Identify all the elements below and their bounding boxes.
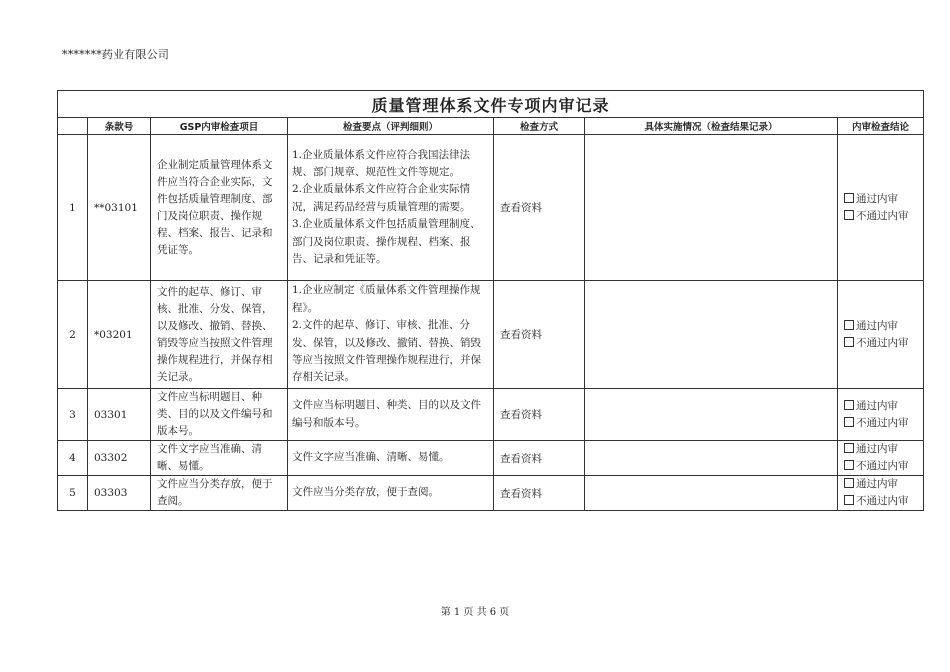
checkbox-icon[interactable] — [844, 460, 854, 470]
table-row — [58, 441, 924, 476]
check-point: 2.企业质量体系文件应符合企业实际情况，满足药品经营与质量管理的需要。 — [292, 183, 471, 213]
row-number: 5 — [58, 476, 88, 511]
fail-option[interactable] — [844, 493, 923, 510]
gsp-audit-item: 文件应当标明题目、种类、目的以及文件编号和版本号。 — [151, 389, 288, 441]
implementation-record — [585, 389, 838, 441]
audit-conclusion — [838, 281, 924, 389]
pass-label: 通过内审 — [856, 443, 898, 455]
checkbox-icon[interactable] — [844, 443, 854, 453]
row-number: 1 — [58, 135, 88, 281]
check-point: 3.企业质量体系文件包括质量管理制度、部门及岗位职责、操作规程、档案、报告、记录和凭证等。 — [292, 218, 481, 266]
pass-option[interactable] — [844, 441, 923, 458]
header-points: 检查要点（评判细则） — [288, 118, 494, 135]
page-footer: 第 1 页 共 6 页 — [440, 607, 510, 618]
implementation-record — [585, 441, 838, 476]
header-method: 检查方式 — [494, 118, 585, 135]
gsp-audit-item: 文件文字应当准确、清晰、易懂。 — [151, 441, 288, 476]
table-row — [58, 476, 924, 511]
check-method: 查看资料 — [494, 389, 585, 441]
check-points — [288, 389, 494, 441]
pass-option[interactable] — [844, 191, 923, 208]
audit-conclusion — [838, 389, 924, 441]
pass-option[interactable] — [844, 398, 923, 415]
implementation-record — [585, 281, 838, 389]
clause-number: 03302 — [88, 441, 151, 476]
table-row — [58, 135, 924, 281]
check-point: 1.企业质量体系文件应符合我国法律法规、部门规章、规范性文件等规定。 — [292, 148, 471, 178]
fail-option[interactable] — [844, 458, 923, 475]
header-num — [58, 118, 88, 135]
check-points — [288, 281, 494, 389]
check-points — [288, 476, 494, 511]
pass-label: 通过内审 — [856, 478, 898, 490]
fail-label: 不通过内审 — [856, 209, 909, 222]
pass-option[interactable] — [844, 476, 923, 493]
checkbox-icon[interactable] — [844, 417, 854, 427]
check-points — [288, 135, 494, 281]
gsp-audit-item: 文件的起草、修订、审核、批准、分发、保管，以及修改、撤销、替换、销毁等应当按照文件管理操作规程进行，并保存相关记录。 — [151, 281, 288, 389]
audit-record-table — [57, 90, 924, 511]
audit-conclusion — [838, 135, 924, 281]
check-method: 查看资料 — [494, 476, 585, 511]
check-point: 2.文件的起草、修订、审核、批准、分发、保管，以及修改、撤销、替换、销毁等应当按照文件管理操作规程进行，并保存相关记录。 — [292, 319, 481, 384]
fail-label: 不通过内审 — [856, 495, 909, 507]
clause-number: *03201 — [88, 281, 151, 389]
checkbox-icon[interactable] — [844, 320, 854, 330]
clause-number: 03303 — [88, 476, 151, 511]
checkbox-icon[interactable] — [844, 193, 854, 203]
implementation-record — [585, 476, 838, 511]
fail-option[interactable] — [844, 415, 923, 432]
checkbox-icon[interactable] — [844, 400, 854, 410]
row-number: 2 — [58, 281, 88, 389]
fail-option[interactable] — [844, 335, 923, 352]
checkbox-icon[interactable] — [844, 495, 854, 505]
row-number: 3 — [58, 389, 88, 441]
gsp-audit-item: 企业制定质量管理体系文件应当符合企业实际，文件包括质量管理制度、部门及岗位职责、操作规程、档案、报告、记录和凭证等。 — [151, 135, 288, 281]
check-point: 文件应当标明题目、种类、目的以及文件编号和版本号。 — [292, 399, 481, 429]
check-method: 查看资料 — [494, 135, 585, 281]
gsp-audit-item: 文件应当分类存放，便于查阅。 — [151, 476, 288, 511]
table-row — [58, 281, 924, 389]
fail-option[interactable] — [844, 208, 923, 225]
table-row — [58, 389, 924, 441]
audit-conclusion — [838, 441, 924, 476]
checkbox-icon[interactable] — [844, 210, 854, 220]
check-point: 1.企业应制定《质量体系文件管理操作规程》。 — [292, 284, 481, 314]
header-clause: 条款号 — [88, 118, 151, 135]
check-points — [288, 441, 494, 476]
check-point: 文件文字应当准确、清晰、易懂。 — [292, 451, 450, 464]
checkbox-icon[interactable] — [844, 478, 854, 488]
header-row — [58, 118, 924, 135]
check-method: 查看资料 — [494, 441, 585, 476]
check-method: 查看资料 — [494, 281, 585, 389]
row-number: 4 — [58, 441, 88, 476]
audit-conclusion — [838, 476, 924, 511]
fail-label: 不通过内审 — [856, 336, 909, 349]
check-point: 文件应当分类存放，便于查阅。 — [292, 486, 439, 499]
fail-label: 不通过内审 — [856, 416, 909, 429]
checkbox-icon[interactable] — [844, 337, 854, 347]
pass-label: 通过内审 — [856, 192, 898, 205]
header-item: GSP内审检查项目 — [151, 118, 288, 135]
header-situation: 具体实施情况（检查结果记录） — [585, 118, 838, 135]
clause-number: **03101 — [88, 135, 151, 281]
pass-option[interactable] — [844, 318, 923, 335]
implementation-record — [585, 135, 838, 281]
clause-number: 03301 — [88, 389, 151, 441]
document-title: 质量管理体系文件专项内审记录 — [58, 91, 924, 118]
fail-label: 不通过内审 — [856, 460, 909, 472]
company-name: *******药业有限公司 — [62, 48, 170, 61]
pass-label: 通过内审 — [856, 399, 898, 412]
pass-label: 通过内审 — [856, 319, 898, 332]
header-conclusion: 内审检查结论 — [838, 118, 924, 135]
